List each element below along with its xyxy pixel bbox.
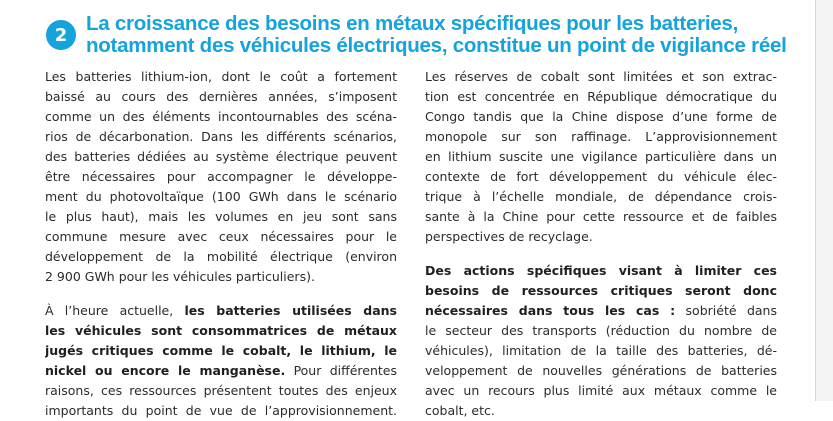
right-column [425, 67, 777, 421]
text-line: perspectives de recyclage. [425, 229, 593, 244]
text-line: développement de la mobilité électrique (environ [45, 249, 397, 264]
text-line: Les réserves de cobalt sont limitées et son extrac- [425, 69, 777, 84]
text-line-bold: Des actions spécifiques visant à limiter ces [425, 263, 777, 278]
text-normal: Pour différentes [285, 363, 397, 378]
page-edge-rule [815, 0, 816, 401]
paragraph-gap [425, 247, 777, 261]
text-line: trique à l’échelle mondiale, de dépendance crois- [425, 189, 777, 204]
text-line: en lithium suscite une vigilance particulière dans un [425, 149, 777, 164]
left-paragraph-1 [45, 67, 397, 287]
text-line: 2 900 GWh pour les véhicules particuliers). [45, 269, 315, 284]
text-line: veloppement de nouvelles générations de batteries [425, 363, 777, 378]
section-title-line-2: notamment des véhicules électriques, constitue un point de vigilance réel [86, 34, 787, 57]
text-line-bold: jugés critiques comme le cobalt, le lithium, le [45, 343, 397, 358]
text-line: des batteries dédiées au système électrique peuvent [45, 149, 397, 164]
text-line: commune mesure avec ceux nécessaires pour le [45, 229, 397, 244]
section-title-line-1: La croissance des besoins en métaux spécifiques pour les batteries, [86, 12, 739, 35]
page-edge-shade [816, 0, 833, 401]
text-line: monopole sur son raffinage. L’approvisionnement [425, 129, 777, 144]
text-line: contexte de fort développement du véhicule élec- [425, 169, 777, 184]
text-line: baissé au cours des dernières années, s’imposent [45, 89, 397, 104]
text-line: ment du photovoltaïque (100 GWh dans le scénario [45, 189, 397, 204]
text-normal: sobriété dans [675, 303, 777, 318]
text-line: importants du point de vue de l’approvisionnement. [45, 403, 397, 418]
right-paragraph-1 [425, 67, 777, 247]
text-line: comme un des éléments incontournables des scéna- [45, 109, 397, 124]
right-paragraph-2 [425, 261, 777, 421]
text-line: sante à la Chine pour cette ressource et de faibles [425, 209, 777, 224]
text-bold: nécessaires dans tous les cas : [425, 303, 676, 318]
text-line: Congo tandis que la Chine dispose d’une forme de [425, 109, 777, 124]
text-bold: nickel ou encore le manganèse. [45, 363, 286, 378]
text-line: avec un recours plus limité aux métaux comme le [425, 383, 777, 398]
section-title [86, 13, 816, 57]
text-line: le secteur des transports (réduction du nombre de [425, 323, 777, 338]
text-line: véhicules), limitation de la taille des batteries, dé- [425, 343, 777, 358]
text-line-bold: besoins de ressources critiques seront donc [425, 283, 777, 298]
text-line-bold: les véhicules sont consommatrices de métaux [45, 323, 397, 338]
text-normal: À l’heure actuelle, [45, 303, 185, 318]
section-header [40, 10, 810, 62]
text-line: être nécessaires pour accompagner le développe- [45, 169, 397, 184]
text-line: raisons, ces ressources présentent toutes des enjeux [45, 383, 397, 398]
text-line: cobalt, etc. [425, 403, 495, 418]
text-line [425, 301, 777, 321]
section-number-badge: 2 [46, 20, 76, 50]
text-line: rios de décarbonation. Dans les différents scénarios, [45, 129, 397, 144]
paragraph-gap [45, 287, 397, 301]
text-bold: les batteries utilisées dans [184, 303, 397, 318]
text-line: Les batteries lithium-ion, dont le coût a fortement [45, 69, 397, 84]
text-line [45, 361, 397, 381]
text-line: tion est concentrée en République démocratique du [425, 89, 777, 104]
left-column [45, 67, 397, 421]
text-line: le plus haut), mais les volumes en jeu sont sans [45, 209, 397, 224]
left-paragraph-2 [45, 301, 397, 421]
text-line [45, 301, 397, 321]
